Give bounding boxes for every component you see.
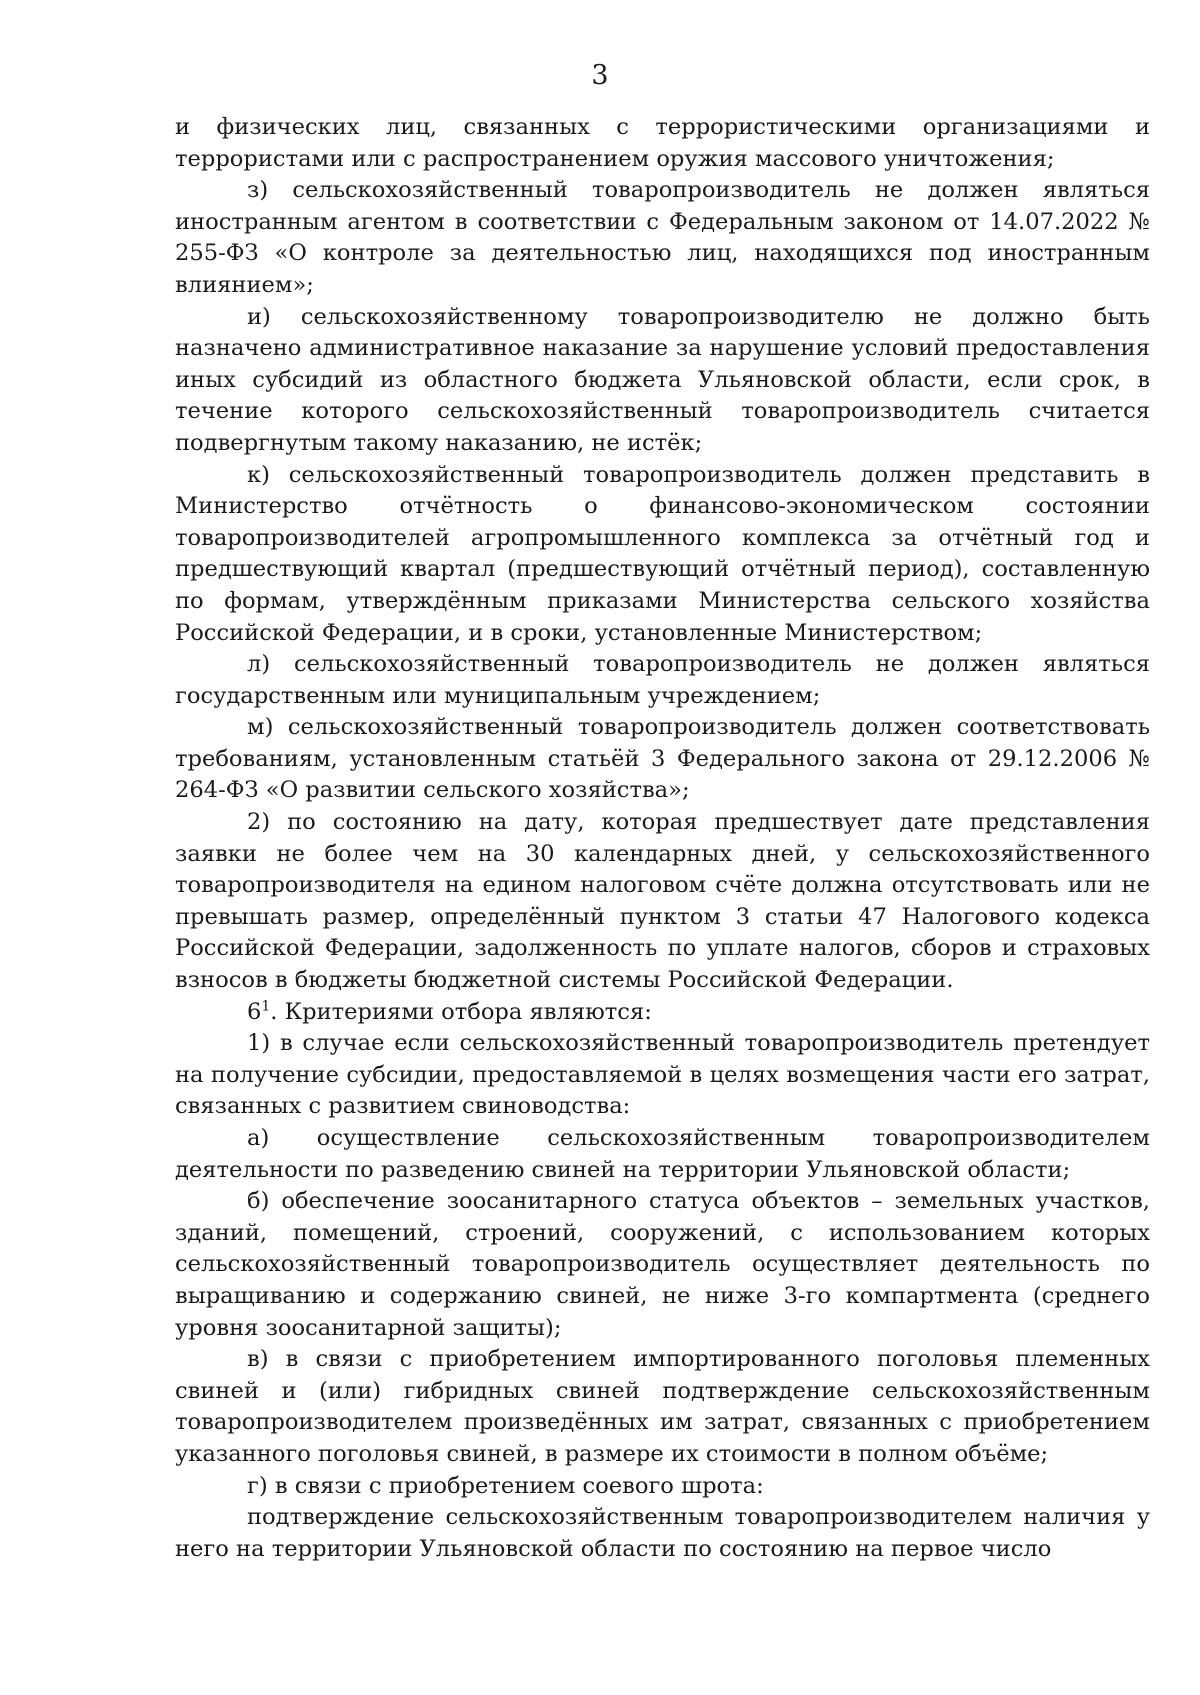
- paragraph: и физических лиц, связанных с террористическими организациями и террористами или с распространением оружия массового уничтожения;: [175, 114, 1150, 172]
- paragraph: з) сельскохозяйственный товаропроизводитель не должен являться иностранным агентом в соответствии с Федеральным законом от 14.07.2022 № 255-ФЗ «О контроле за деятельностью лиц, находящихся под иностранным влиянием»;: [175, 177, 1150, 298]
- paragraph: г) в связи с приобретением соевого шрота:: [247, 1472, 764, 1499]
- paragraph: в) в связи с приобретением импортированного поголовья племенных свиней и (или) гибридных свиней подтверждение сельскохозяйственным товаропроизводителем произведённых им затрат, связанных с приобретением указанного поголовья свиней, в размере их стоимости в полном объёме;: [175, 1346, 1150, 1467]
- document-body: [175, 112, 1150, 1565]
- paragraph: подтверждение сельскохозяйственным товаропроизводителем наличия у него на территории Ульяновской области по состоянию на первое число: [175, 1504, 1150, 1562]
- criteria-heading: [175, 997, 1150, 1029]
- paragraph: к) сельскохозяйственный товаропроизводитель должен представить в Министерство отчётность о финансово-экономическом состоянии товаропроизводителей агропромышленного комплекса за отчётный год и предшествующий квартал (предшествующий отчётный период), составленную по формам, утверждённым приказами Министерства сельского хозяйства Российской Федерации, и в сроки, установленные Министерством;: [175, 461, 1150, 646]
- paragraph: 2) по состоянию на дату, которая предшествует дате представления заявки не более чем на 30 календарных дней, у сельскохозяйственного товаропроизводителя на едином налоговом счёте должна отсутствовать или не превышать размер, определённый пунктом 3 статьи 47 Налогового кодекса Российской Федерации, задолженность по уплате налогов, сборов и страховых взносов в бюджеты бюджетной системы Российской Федерации.: [175, 809, 1150, 994]
- paragraph: м) сельскохозяйственный товаропроизводитель должен соответствовать требованиям, установленным статьёй 3 Федерального закона от 29.12.2006 № 264-ФЗ «О развитии сельского хозяйства»;: [175, 714, 1150, 804]
- section-number: 6: [247, 998, 262, 1025]
- page-number: 3: [591, 60, 609, 91]
- criteria-heading-text: . Критериями отбора являются:: [270, 998, 652, 1025]
- paragraph: б) обеспечение зоосанитарного статуса объектов – земельных участков, зданий, помещений, строений, сооружений, с использованием которых сельскохозяйственный товаропроизводитель осуществляет деятельность по выращиванию и содержанию свиней, не ниже 3-го компартмента (среднего уровня зоосанитарной защиты);: [175, 1188, 1150, 1341]
- paragraph: л) сельскохозяйственный товаропроизводитель не должен являться государственным или муниципальным учреждением;: [175, 651, 1150, 709]
- section-superscript: 1: [261, 998, 271, 1015]
- paragraph: 1) в случае если сельскохозяйственный товаропроизводитель претендует на получение субсидии, предоставляемой в целях возмещения части его затрат, связанных с развитием свиноводства:: [175, 1030, 1150, 1120]
- paragraph: и) сельскохозяйственному товаропроизводителю не должно быть назначено административное наказание за нарушение условий предоставления иных субсидий из областного бюджета Ульяновской области, если срок, в течение которого сельскохозяйственный товаропроизводитель считается подвергнутым такому наказанию, не истёк;: [175, 303, 1150, 456]
- paragraph: а) осуществление сельскохозяйственным товаропроизводителем деятельности по разведению свиней на территории Ульяновской области;: [175, 1125, 1150, 1183]
